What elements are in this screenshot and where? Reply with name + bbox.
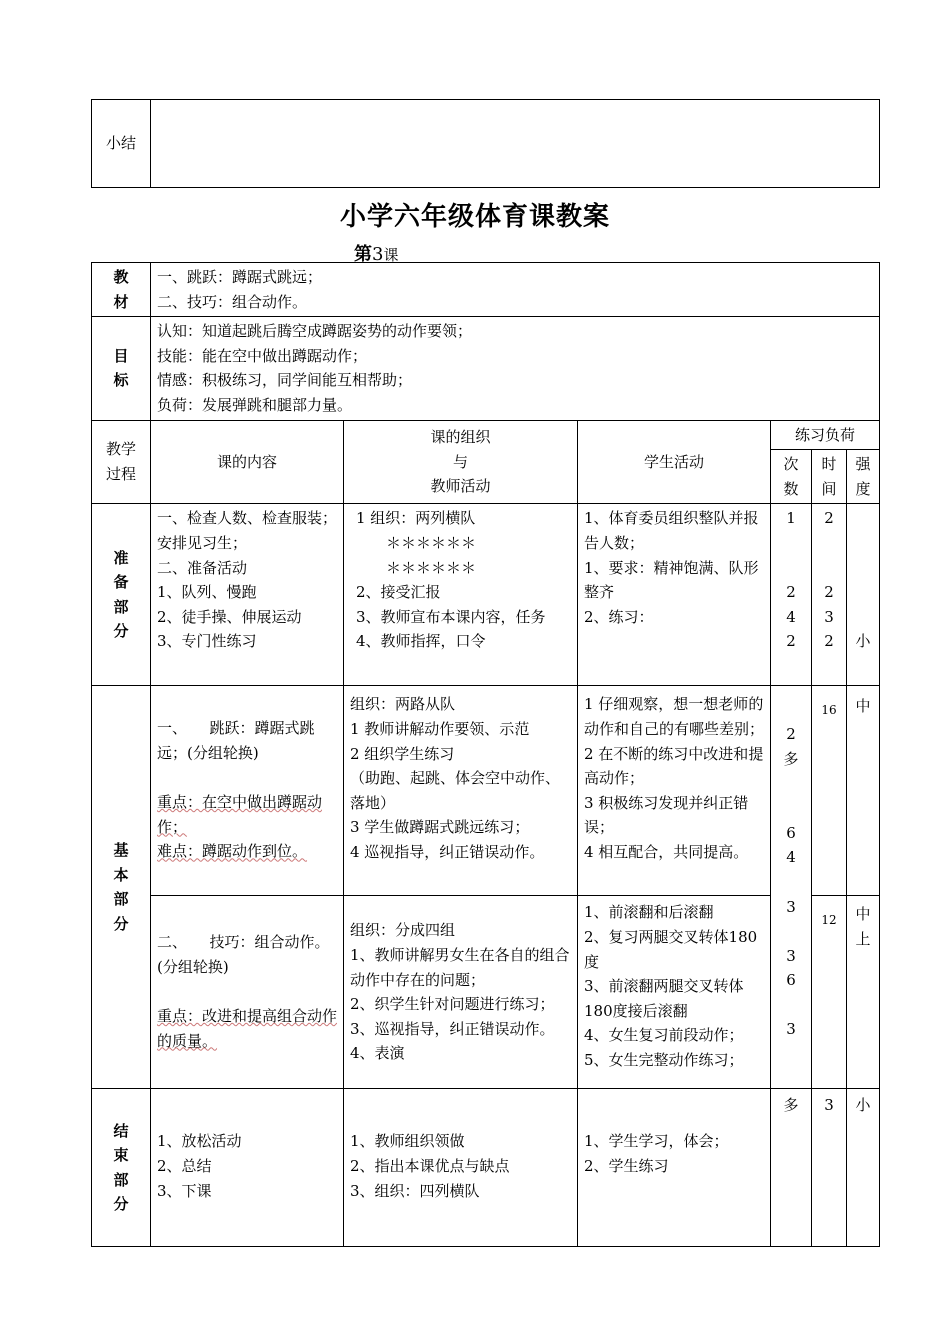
end-org-line: 1、教师组织领做	[350, 1132, 465, 1151]
end-student-line: 2、学生练习	[584, 1156, 669, 1175]
prep-org-line: 2、接受汇报	[356, 583, 441, 602]
prep-times-value: 2	[786, 632, 796, 651]
prep-org-line: 1 组织：两列横队	[356, 509, 476, 528]
header-load: 练习负荷	[771, 420, 880, 450]
basic1-focus: 重点：在空中做出蹲踞动作；	[157, 793, 323, 836]
basic-times-value: 6	[786, 971, 796, 990]
end-org-line: 2、指出本课优点与缺点	[350, 1156, 510, 1175]
prep-student	[578, 504, 771, 686]
prep-times-value: 4	[786, 607, 796, 626]
basic-times-value: 3	[786, 946, 796, 965]
prep-duration	[812, 504, 847, 686]
header-org-1: 课的组织	[430, 428, 491, 447]
goals-label-1: 目	[113, 346, 129, 365]
basic2-student-line: 5、女生完整动作练习；	[584, 1050, 744, 1069]
prep-intensity	[847, 504, 880, 686]
basic1-student	[578, 686, 771, 896]
basic1-duration: 16	[812, 686, 847, 896]
header-process-1: 教学	[105, 440, 136, 459]
material-label-1: 教	[113, 268, 129, 286]
end-label-1: 结	[113, 1121, 129, 1140]
goals-label-2: 标	[113, 371, 129, 390]
summary-table	[91, 99, 880, 188]
header-times-1: 次	[783, 455, 799, 474]
header-duration-1: 时	[821, 455, 837, 474]
basic2-heading: 二、 技巧：组合动作。(分组轮换)	[157, 933, 330, 976]
goal-line: 认知：知道起跳后腾空成蹲踞姿势的动作要领；	[157, 322, 473, 341]
basic2-org-line: 2、织学生针对问题进行练习；	[350, 995, 555, 1014]
basic2-focus: 重点：改进和提高组合动作的质量。	[157, 1007, 338, 1050]
prep-times-value: 1	[786, 509, 796, 528]
basic2-student-line: 2、复习两腿交叉转体180度	[584, 927, 758, 971]
basic1-org-line: 4 巡视指导，纠正错误动作。	[350, 842, 545, 861]
end-content	[151, 1089, 344, 1247]
basic2-student	[578, 896, 771, 1089]
lesson-number-value: 3	[372, 244, 384, 265]
prep-content	[151, 504, 344, 686]
prep-duration-value: 2	[824, 509, 834, 528]
basic1-heading: 一、 跳跃：蹲踞式跳远；(分组轮换)	[157, 719, 315, 762]
goal-line: 负荷：发展弹跳和腿部力量。	[157, 395, 353, 414]
material-label-2: 材	[113, 292, 129, 311]
basic-times-value: 2	[786, 725, 796, 744]
prep-content-line: 一、检查人数、检查服装；安排见习生；	[157, 509, 338, 552]
basic1-intensity: 中	[847, 686, 880, 896]
basic2-org	[344, 896, 578, 1089]
end-times: 多	[771, 1089, 812, 1247]
header-duration-2: 间	[821, 479, 837, 498]
prep-student-line: 1、体育委员组织整队并报告人数；	[584, 509, 759, 552]
header-duration	[812, 450, 847, 504]
header-intensity-2: 度	[855, 479, 871, 498]
basic1-org-line: 3 学生做蹲踞式跳远练习；	[350, 818, 530, 837]
lesson-prefix: 第	[354, 244, 372, 265]
basic-times-value: 3	[786, 1020, 796, 1039]
prep-times	[771, 504, 812, 686]
header-organization	[344, 420, 578, 504]
prep-content-line: 3、专门性练习	[157, 632, 257, 651]
prep-duration-value: 2	[824, 632, 834, 651]
basic-label	[92, 686, 151, 1089]
basic1-content	[151, 686, 344, 896]
basic-times-value: 多	[783, 749, 799, 768]
basic1-org-line: 2 组织学生练习	[350, 744, 455, 763]
end-row	[92, 1089, 880, 1247]
material-label	[92, 263, 151, 317]
header-process	[92, 420, 151, 504]
basic-label-1: 基	[113, 841, 129, 860]
prep-content-line: 2、徒手操、伸展运动	[157, 607, 302, 626]
basic-label-3: 部	[113, 890, 129, 909]
end-label-4: 分	[113, 1195, 129, 1214]
prep-content-line: 1、队列、慢跑	[157, 583, 257, 602]
end-duration: 3	[812, 1089, 847, 1247]
formation-row: ＊＊＊＊＊＊	[386, 533, 477, 552]
prep-content-line: 二、准备活动	[157, 558, 248, 577]
basic-times-value: 4	[786, 848, 796, 867]
prep-label-3: 部	[113, 597, 129, 616]
header-times	[771, 450, 812, 504]
material-line: 二、技巧：组合动作。	[157, 292, 308, 311]
prep-org	[344, 504, 578, 686]
prep-label-1: 准	[113, 548, 129, 567]
prep-duration-value: 2	[824, 583, 834, 602]
prep-label	[92, 504, 151, 686]
header-org-2: 与	[452, 452, 468, 471]
prep-org-line: 3、教师宣布本课内容，任务	[356, 607, 546, 626]
summary-label	[92, 100, 151, 188]
basic2-intensity-1: 中	[855, 905, 871, 924]
basic-row-1	[92, 686, 880, 896]
prep-intensity-value: 小	[855, 632, 871, 651]
end-student-line: 1、学生学习，体会；	[584, 1132, 729, 1151]
basic1-org	[344, 686, 578, 896]
material-row	[92, 263, 880, 317]
goal-line: 技能：能在空中做出蹲踞动作；	[157, 346, 368, 365]
prep-label-2: 备	[113, 573, 129, 592]
end-content-line: 3、下课	[157, 1181, 212, 1200]
material-content	[151, 263, 880, 317]
basic1-student-line: 4 相互配合，共同提高。	[584, 842, 749, 861]
basic2-org-line: 3、巡视指导，纠正错误动作。	[350, 1019, 555, 1038]
end-org-line: 3、组织：四列横队	[350, 1181, 480, 1200]
header-content: 课的内容	[151, 420, 344, 504]
prep-org-line: 4、教师指挥，口令	[356, 632, 486, 651]
summary-content	[151, 100, 880, 188]
basic2-content	[151, 896, 344, 1089]
basic1-org-line: 组织：两路从队	[350, 695, 456, 714]
header-process-2: 过程	[105, 464, 136, 483]
goals-content	[151, 317, 880, 420]
end-org	[344, 1089, 578, 1247]
lesson-plan-table	[91, 262, 880, 1247]
basic2-student-line: 4、女生复习前段动作；	[584, 1026, 744, 1045]
page-title: 小学六年级体育课教案	[339, 202, 610, 232]
basic1-difficulty: 难点：蹲踞动作到位。	[157, 842, 308, 861]
basic2-org-line: 4、表演	[350, 1044, 405, 1063]
end-intensity: 小	[847, 1089, 880, 1247]
prep-label-4: 分	[113, 622, 129, 641]
basic1-student-line: 1 仔细观察，想一想老师的动作和自己的有哪些差别；	[584, 695, 765, 738]
prep-duration-value: 3	[824, 607, 834, 626]
basic-row-2	[92, 896, 880, 1089]
end-label-3: 部	[113, 1170, 129, 1189]
basic-times-value: 3	[786, 897, 796, 916]
basic-label-2: 本	[113, 865, 129, 884]
basic1-org-line: 1 教师讲解动作要领、示范	[350, 719, 530, 738]
basic2-org-line: 1、教师讲解男女生在各自的组合动作中存在的问题；	[350, 945, 570, 989]
prep-row	[92, 504, 880, 686]
goal-line: 情感：积极练习，同学间能互相帮助；	[157, 371, 413, 390]
basic2-org-line: 组织：分成四组	[350, 921, 456, 940]
header-intensity	[847, 450, 880, 504]
end-content-line: 1、放松活动	[157, 1132, 242, 1151]
prep-student-line: 1、要求：精神饱满、队形整齐	[584, 558, 759, 602]
goals-row	[92, 317, 880, 420]
basic2-duration: 12	[812, 896, 847, 1089]
basic-times-value: 6	[786, 823, 796, 842]
prep-student-line: 2、练习：	[584, 607, 654, 626]
end-student	[578, 1089, 771, 1247]
prep-times-value: 2	[786, 583, 796, 602]
basic1-student-line: 3 积极练习发现并纠正错误；	[584, 793, 749, 837]
end-content-line: 2、总结	[157, 1156, 212, 1175]
goals-label	[92, 317, 151, 420]
basic-label-4: 分	[113, 914, 129, 933]
header-org-3: 教师活动	[430, 477, 491, 496]
header-row	[92, 420, 880, 450]
basic2-student-line: 1、前滚翻和后滚翻	[584, 903, 714, 922]
basic2-intensity-2: 上	[855, 929, 871, 948]
basic1-org-line: （助跑、起跳、体会空中动作、落地）	[350, 769, 561, 812]
header-times-2: 数	[783, 479, 799, 498]
header-intensity-1: 强	[855, 455, 871, 474]
basic-times	[771, 686, 812, 1089]
header-student: 学生活动	[578, 420, 771, 504]
end-label	[92, 1089, 151, 1247]
summary-label-text: 小结	[105, 134, 136, 153]
basic2-intensity	[847, 896, 880, 1089]
lesson-unit: 课	[383, 246, 399, 264]
material-line: 一、跳跃：蹲踞式跳远；	[157, 268, 323, 286]
formation-row: ＊＊＊＊＊＊	[386, 558, 477, 577]
end-label-2: 束	[113, 1146, 129, 1165]
basic1-student-line: 2 在不断的练习中改进和提高动作；	[584, 744, 764, 788]
basic2-student-line: 3、前滚翻两腿交叉转体180度接后滚翻	[584, 977, 744, 1020]
